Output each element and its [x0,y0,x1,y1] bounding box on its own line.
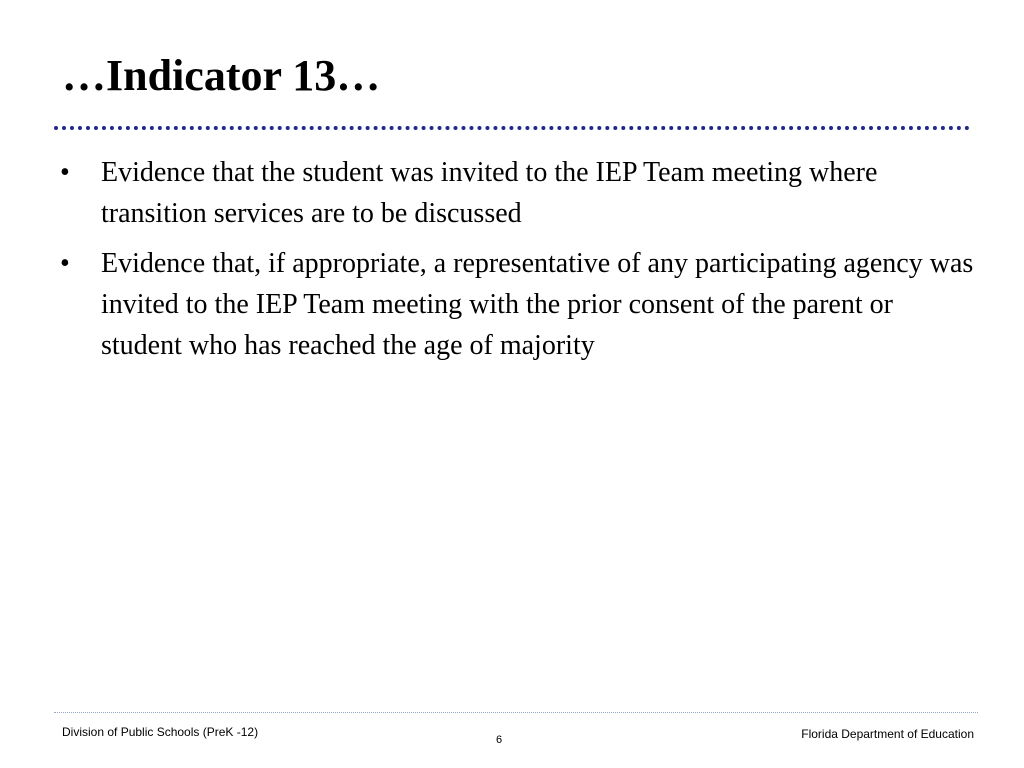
bullet-item [60,152,980,234]
bullet-item [60,243,980,366]
bullet-text: Evidence that the student was invited to the IEP Team meeting where transition services are to be discussed [101,157,878,229]
footer-divider [54,712,978,713]
bullet-text: Evidence that, if appropriate, a representative of any participating agency was invited to the IEP Team meeting with the prior consent of the parent or student who has reached the age of majority [101,248,974,361]
title-divider [54,126,970,130]
bullet-icon: • [60,248,70,279]
footer-department-label: Florida Department of Education [801,727,974,741]
footer-division-label: Division of Public Schools (PreK -12) [62,725,259,739]
slide-title: …Indicator 13… [62,51,381,100]
page-number: 6 [496,734,503,746]
bullet-list [60,152,980,375]
bullet-icon: • [60,157,70,188]
